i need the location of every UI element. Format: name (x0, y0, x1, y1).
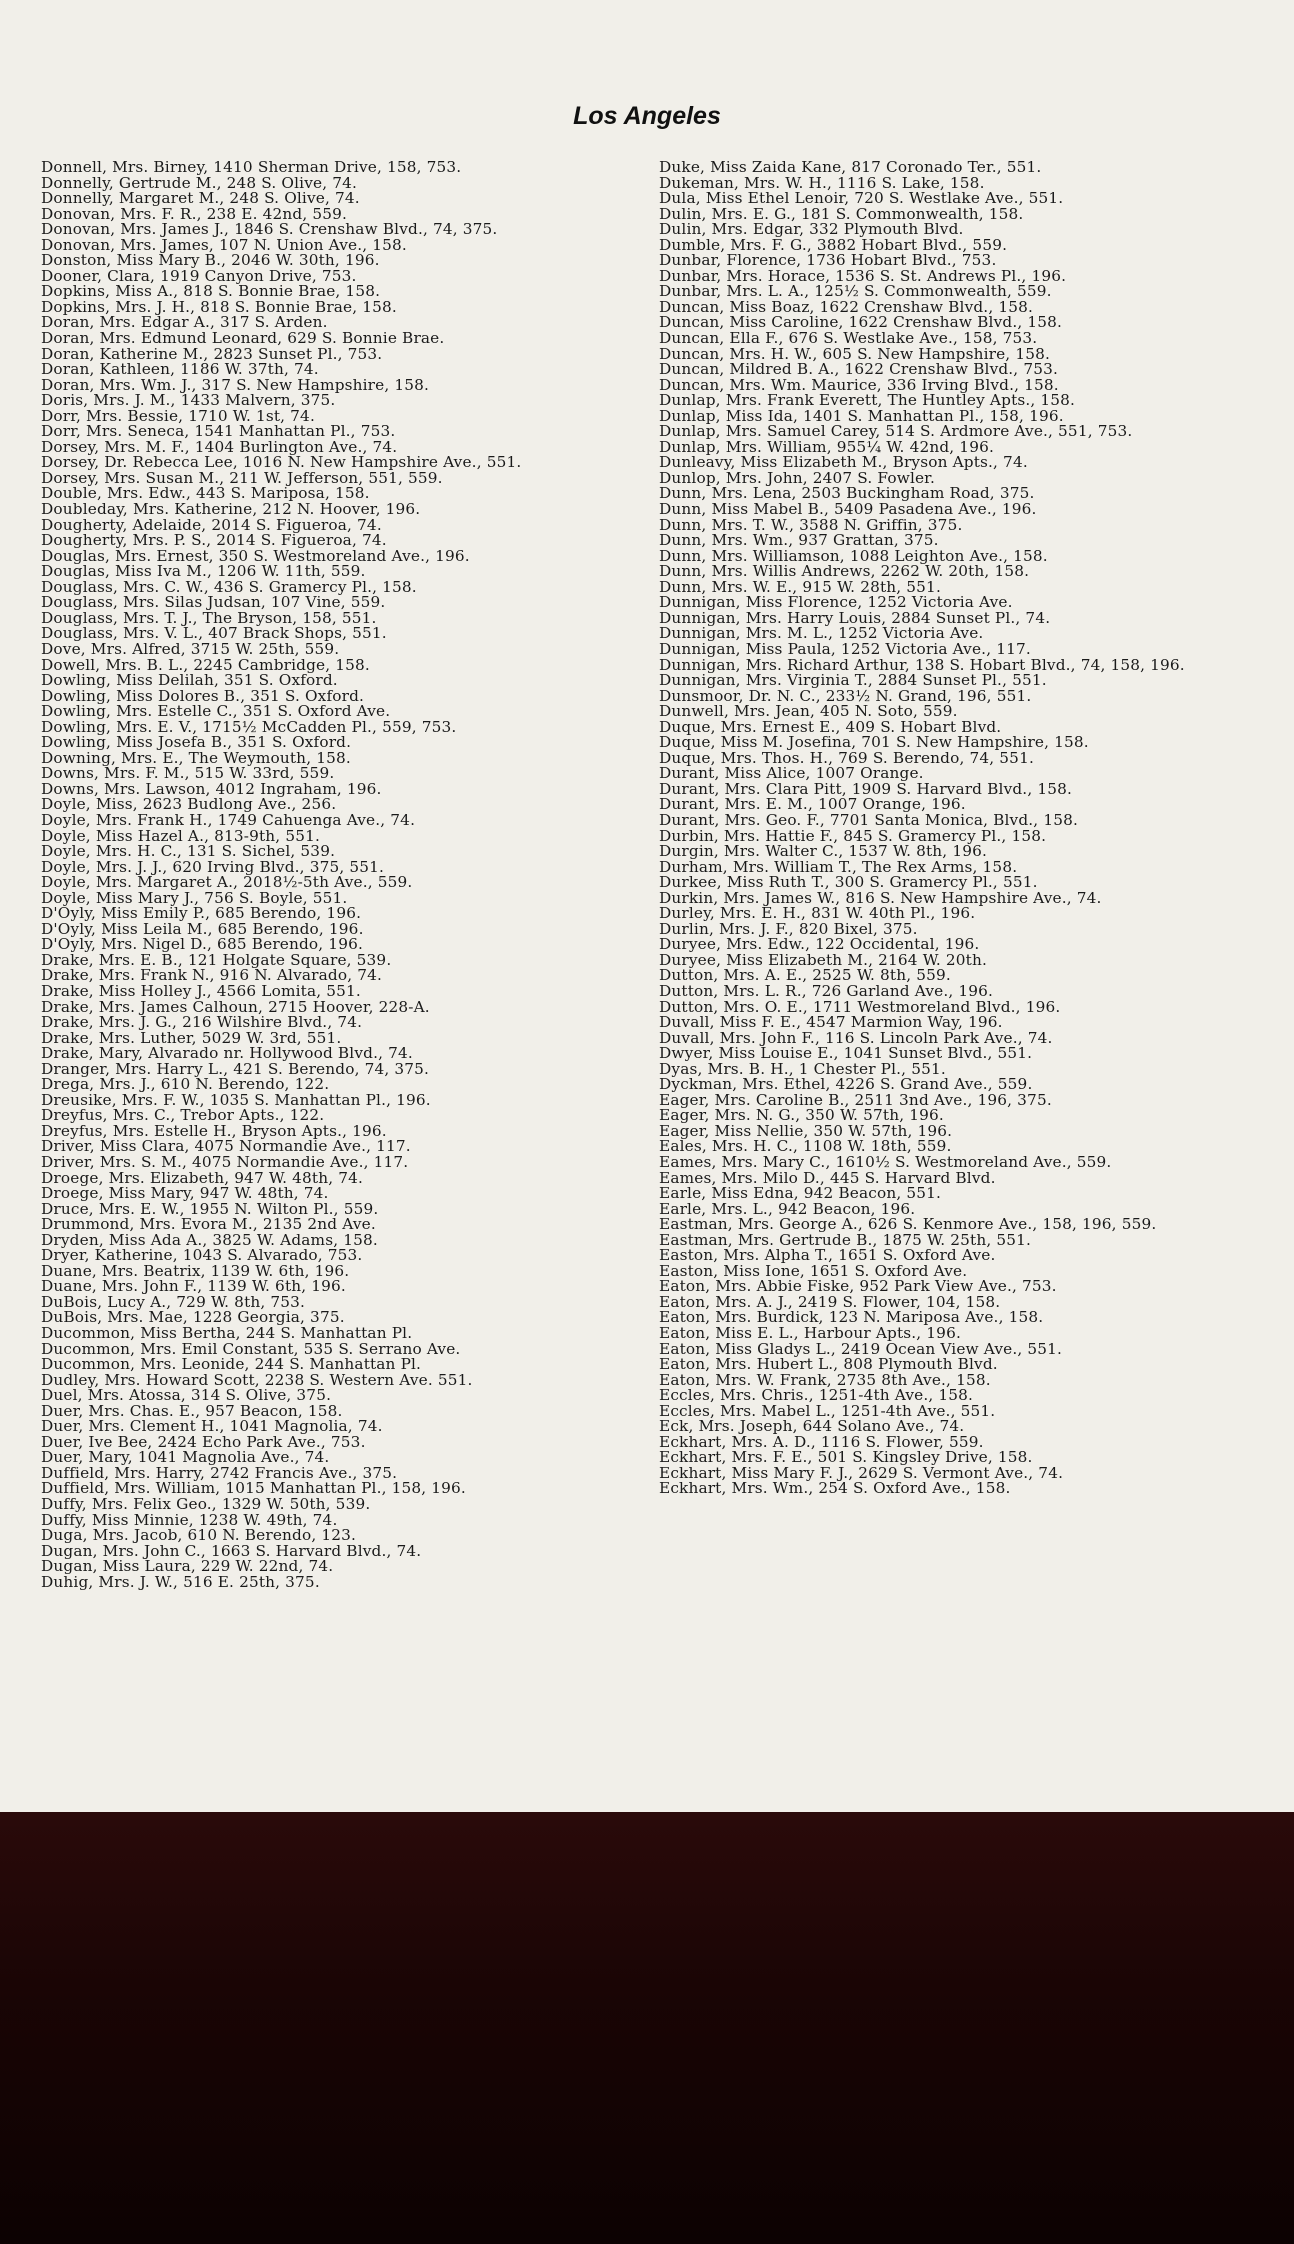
directory-entry: Dunnigan, Mrs. Harry Louis, 2884 Sunset Pl., 74. (659, 608, 1051, 627)
directory-entry: Dowling, Miss Josefa B., 351 S. Oxford. (41, 733, 352, 752)
directory-entry: Dreyfus, Mrs. C., Trebor Apts., 122. (41, 1106, 325, 1125)
directory-entry: Doyle, Mrs. Frank H., 1749 Cahuenga Ave., 74. (41, 810, 416, 829)
directory-entry: Drake, Miss Holley J., 4566 Lomita, 551. (41, 981, 361, 1000)
directory-entry: Duer, Mrs. Chas. E., 957 Beacon, 158. (41, 1401, 343, 1420)
directory-entry: Duvall, Mrs. John F., 116 S. Lincoln Park Ave., 74. (659, 1028, 1053, 1047)
directory-entry: D'Oyly, Miss Emily P., 685 Berendo, 196. (41, 904, 362, 923)
directory-entry: Duryee, Miss Elizabeth M., 2164 W. 20th. (659, 950, 987, 969)
directory-entry: Duane, Mrs. John F., 1139 W. 6th, 196. (41, 1277, 346, 1296)
directory-entry: Dopkins, Mrs. J. H., 818 S. Bonnie Brae, 158. (41, 297, 397, 316)
directory-entry: Dunsmoor, Dr. N. C., 233½ N. Grand, 196, 551. (659, 686, 1032, 705)
directory-entry: Drake, Mrs. E. B., 121 Holgate Square, 539. (41, 950, 392, 969)
directory-entry: DuBois, Lucy A., 729 W. 8th, 753. (41, 1292, 306, 1311)
directory-entry: Driver, Miss Clara, 4075 Normandie Ave., 117. (41, 1137, 411, 1156)
directory-entry: Dunn, Mrs. W. E., 915 W. 28th, 551. (659, 577, 941, 596)
directory-entry: Dutton, Mrs. O. E., 1711 Westmoreland Blvd., 196. (659, 997, 1061, 1016)
directory-entry: Eckhart, Miss Mary F. J., 2629 S. Vermont Ave., 74. (659, 1463, 1064, 1482)
directory-entry: Eames, Mrs. Milo D., 445 S. Harvard Blvd. (659, 1168, 996, 1187)
directory-entry: Eager, Mrs. N. G., 350 W. 57th, 196. (659, 1106, 944, 1125)
directory-entry: Donnelly, Gertrude M., 248 S. Olive, 74. (41, 173, 357, 192)
directory-entry: Duer, Mary, 1041 Magnolia Ave., 74. (41, 1448, 330, 1467)
directory-entry: Doyle, Miss Hazel A., 813-9th, 551. (41, 826, 320, 845)
directory-entry: Dunleavy, Miss Elizabeth M., Bryson Apts., 74. (659, 453, 1028, 472)
directory-entry: Ducommon, Mrs. Emil Constant, 535 S. Serrano Ave. (41, 1339, 461, 1358)
directory-entry: Dumble, Mrs. F. G., 3882 Hobart Blvd., 559. (659, 235, 1008, 254)
directory-entry: Earle, Mrs. L., 942 Beacon, 196. (659, 1199, 916, 1218)
directory-entry: Doubleday, Mrs. Katherine, 212 N. Hoover, 196. (41, 500, 421, 519)
directory-entry: Eager, Mrs. Caroline B., 2511 3nd Ave., 196, 375. (659, 1090, 1052, 1109)
directory-entry: Dwyer, Miss Louise E., 1041 Sunset Blvd., 551. (659, 1044, 1033, 1063)
directory-entry: Doran, Mrs. Edgar A., 317 S. Arden. (41, 313, 328, 332)
directory-entry: Dorr, Mrs. Seneca, 1541 Manhattan Pl., 753. (41, 422, 396, 441)
directory-entry: Eames, Mrs. Mary C., 1610½ S. Westmoreland Ave., 559. (659, 1153, 1112, 1171)
directory-entry: Dunn, Mrs. Williamson, 1088 Leighton Ave., 158. (659, 546, 1048, 565)
directory-entry: Ducommon, Miss Bertha, 244 S. Manhattan Pl. (41, 1324, 413, 1343)
directory-entry: Dreusike, Mrs. F. W., 1035 S. Manhattan Pl., 196. (41, 1090, 431, 1109)
directory-entry: Donovan, Mrs. James, 107 N. Union Ave., 158. (41, 235, 407, 254)
directory-entry: Dunn, Mrs. Lena, 2503 Buckingham Road, 375. (659, 484, 1035, 503)
directory-entry: Dove, Mrs. Alfred, 3715 W. 25th, 559. (41, 639, 340, 658)
directory-entry: Dopkins, Miss A., 818 S. Bonnie Brae, 158. (41, 282, 381, 301)
directory-entry: Duncan, Mrs. Wm. Maurice, 336 Irving Blvd., 158. (659, 375, 1059, 394)
directory-entry: Dulin, Mrs. E. G., 181 S. Commonwealth, 158. (659, 204, 1024, 223)
directory-entry: Dreyfus, Mrs. Estelle H., Bryson Apts., 196. (41, 1121, 387, 1140)
directory-entry: Durbin, Mrs. Hattie F., 845 S. Gramercy Pl., 158. (659, 826, 1047, 845)
directory-entry: Duque, Miss M. Josefina, 701 S. New Hampshire, 158. (659, 733, 1089, 752)
directory-entry: Dunn, Miss Mabel B., 5409 Pasadena Ave., 196. (659, 500, 1037, 519)
directory-entry: Donovan, Mrs. F. R., 238 E. 42nd, 559. (41, 204, 348, 223)
directory-entry: Dunbar, Mrs. Horace, 1536 S. St. Andrews Pl., 196. (659, 266, 1067, 285)
directory-entry: Duncan, Miss Caroline, 1622 Crenshaw Blvd., 158. (659, 313, 1063, 332)
directory-entry: Dunnigan, Mrs. Richard Arthur, 138 S. Hobart Blvd., 74, 158, 196. (659, 655, 1185, 674)
directory-entry: Eckhart, Mrs. A. D., 1116 S. Flower, 559. (659, 1432, 984, 1451)
directory-entry: Dorsey, Mrs. M. F., 1404 Burlington Ave., 74. (41, 437, 398, 456)
directory-entry: Dyckman, Mrs. Ethel, 4226 S. Grand Ave., 559. (659, 1075, 1033, 1094)
directory-entry: Eaton, Mrs. Hubert L., 808 Plymouth Blvd. (659, 1355, 998, 1374)
directory-entry: Drake, Mrs. Frank N., 916 N. Alvarado, 74. (41, 966, 382, 985)
directory-entry: Driver, Mrs. S. M., 4075 Normandie Ave., 117. (41, 1153, 409, 1171)
directory-entry: Doyle, Miss, 2623 Budlong Ave., 256. (41, 795, 337, 814)
scan-background (0, 1812, 1294, 2244)
directory-entry: Eaton, Mrs. A. J., 2419 S. Flower, 104, 158. (659, 1292, 1001, 1311)
directory-entry: Eastman, Mrs. George A., 626 S. Kenmore Ave., 158, 196, 559. (659, 1215, 1157, 1234)
directory-entry: Duque, Mrs. Ernest E., 409 S. Hobart Blvd. (659, 717, 1002, 736)
directory-entry: Dougherty, Adelaide, 2014 S. Figueroa, 74. (41, 515, 382, 534)
directory-entry: Downs, Mrs. Lawson, 4012 Ingraham, 196. (41, 779, 382, 798)
page-title: Los Angeles (573, 102, 721, 130)
directory-entry: Douglass, Mrs. T. J., The Bryson, 158, 551. (41, 608, 377, 627)
directory-entry: Douglas, Miss Iva M., 1206 W. 11th, 559. (41, 562, 366, 581)
directory-entry: Duffield, Mrs. William, 1015 Manhattan Pl., 158, 196. (41, 1479, 466, 1498)
directory-entry: Eaton, Miss Gladys L., 2419 Ocean View Ave., 551. (659, 1339, 1063, 1358)
directory-entry: Dooner, Clara, 1919 Canyon Drive, 753. (41, 266, 357, 285)
directory-entry: Dunlap, Miss Ida, 1401 S. Manhattan Pl., 158, 196. (659, 406, 1064, 425)
directory-entry: Eaton, Miss E. L., Harbour Apts., 196. (659, 1324, 961, 1343)
directory-entry: Dutton, Mrs. A. E., 2525 W. 8th, 559. (659, 966, 951, 985)
directory-entry: Drake, Mrs. James Calhoun, 2715 Hoover, 228-A. (41, 997, 430, 1016)
directory-entry: Doyle, Miss Mary J., 756 S. Boyle, 551. (41, 888, 348, 907)
directory-entry: Dutton, Mrs. L. R., 726 Garland Ave., 196. (659, 981, 994, 1000)
directory-entry: Donovan, Mrs. James J., 1846 S. Crenshaw Blvd., 74, 375. (41, 220, 498, 239)
directory-entry: Durley, Mrs. E. H., 831 W. 40th Pl., 196. (659, 904, 976, 923)
directory-entry: Durant, Mrs. E. M., 1007 Orange, 196. (659, 795, 966, 814)
directory-entry: Durgin, Mrs. Walter C., 1537 W. 8th, 196. (659, 842, 987, 861)
directory-entry: Eaton, Mrs. Burdick, 123 N. Mariposa Ave., 158. (659, 1308, 1044, 1327)
directory-entry: Dranger, Mrs. Harry L., 421 S. Berendo, 74, 375. (41, 1059, 430, 1078)
directory-entry: Duncan, Ella F., 676 S. Westlake Ave., 158, 753. (659, 329, 1038, 348)
directory-entry: Douglass, Mrs. V. L., 407 Brack Shops, 551. (41, 624, 387, 643)
directory-entry: Dunn, Mrs. Willis Andrews, 2262 W. 20th, 158. (659, 562, 1030, 581)
directory-entry: Duke, Miss Zaida Kane, 817 Coronado Ter., 551. (659, 158, 1042, 176)
directory-entry: Dowell, Mrs. B. L., 2245 Cambridge, 158. (41, 655, 370, 674)
directory-entry: Durham, Mrs. William T., The Rex Arms, 158. (659, 857, 1018, 876)
directory-entry: Eckhart, Mrs. F. E., 501 S. Kingsley Drive, 158. (659, 1448, 1033, 1467)
directory-entry: Duque, Mrs. Thos. H., 769 S. Berendo, 74, 551. (659, 748, 1034, 767)
directory-entry: Dunbar, Mrs. L. A., 125½ S. Commonwealth, 559. (659, 282, 1052, 301)
directory-entry: Eaton, Mrs. Abbie Fiske, 952 Park View Ave., 753. (659, 1277, 1057, 1296)
directory-entry: Dunnigan, Miss Paula, 1252 Victoria Ave., 117. (659, 639, 1031, 658)
directory-entry: Eaton, Mrs. W. Frank, 2735 8th Ave., 158. (659, 1370, 991, 1389)
directory-entry: Doran, Katherine M., 2823 Sunset Pl., 753. (41, 344, 383, 363)
directory-entry: Duryee, Mrs. Edw., 122 Occidental, 196. (659, 935, 980, 954)
directory-entry: Duffy, Miss Minnie, 1238 W. 49th, 74. (41, 1510, 338, 1529)
directory-entry: Doran, Mrs. Edmund Leonard, 629 S. Bonnie Brae. (41, 329, 445, 348)
directory-entry: Doyle, Mrs. J. J., 620 Irving Blvd., 375, 551. (41, 857, 385, 876)
directory-entry: Duncan, Mrs. H. W., 605 S. New Hampshire, 158. (659, 344, 1050, 363)
directory-entry: Duga, Mrs. Jacob, 610 N. Berendo, 123. (41, 1526, 357, 1545)
directory-entry: Donston, Miss Mary B., 2046 W. 30th, 196. (41, 251, 380, 270)
directory-entry: Eck, Mrs. Joseph, 644 Solano Ave., 74. (659, 1417, 965, 1436)
directory-entry: Drake, Mrs. J. G., 216 Wilshire Blvd., 74. (41, 1013, 363, 1032)
directory-entry: Dula, Miss Ethel Lenoir, 720 S. Westlake Ave., 551. (659, 189, 1064, 208)
directory-entry: Donnelly, Margaret M., 248 S. Olive, 74. (41, 189, 360, 208)
directory-entry: Doran, Kathleen, 1186 W. 37th, 74. (41, 360, 319, 379)
directory-entry: Duane, Mrs. Beatrix, 1139 W. 6th, 196. (41, 1261, 350, 1280)
directory-entry: Douglass, Mrs. C. W., 436 S. Gramercy Pl., 158. (41, 577, 417, 596)
directory-entry: Douglas, Mrs. Ernest, 350 S. Westmoreland Ave., 196. (41, 546, 470, 565)
directory-entry: Dunwell, Mrs. Jean, 405 N. Soto, 559. (659, 702, 958, 721)
directory-entry: Dougherty, Mrs. P. S., 2014 S. Figueroa, 74. (41, 531, 387, 550)
directory-entry: Duer, Ive Bee, 2424 Echo Park Ave., 753. (41, 1432, 366, 1451)
right-column (659, 160, 1257, 1497)
directory-entry: Duffield, Mrs. Harry, 2742 Francis Ave., 375. (41, 1463, 398, 1482)
directory-entry: Donnell, Mrs. Birney, 1410 Sherman Drive, 158, 753. (41, 158, 462, 176)
directory-entry: Dryden, Miss Ada A., 3825 W. Adams, 158. (41, 1230, 378, 1249)
directory-entry: Earle, Miss Edna, 942 Beacon, 551. (659, 1184, 942, 1203)
left-column (41, 160, 626, 1590)
directory-entry: Eccles, Mrs. Chris., 1251-4th Ave., 158. (659, 1386, 974, 1405)
directory-entry: Duel, Mrs. Atossa, 314 S. Olive, 375. (41, 1386, 332, 1405)
directory-entry: Dunnigan, Miss Florence, 1252 Victoria Ave. (659, 593, 1013, 612)
directory-entry: Dyas, Mrs. B. H., 1 Chester Pl., 551. (659, 1059, 946, 1078)
directory-entry: Durant, Mrs. Geo. F., 7701 Santa Monica, Blvd., 158. (659, 810, 1078, 829)
directory-entry: Duvall, Miss F. E., 4547 Marmion Way, 196. (659, 1013, 1003, 1032)
directory-entry: D'Oyly, Miss Leila M., 685 Berendo, 196. (41, 919, 364, 938)
directory-entry: Durkin, Mrs. James W., 816 S. New Hampshire Ave., 74. (659, 888, 1102, 907)
directory-entry: Eales, Mrs. H. C., 1108 W. 18th, 559. (659, 1137, 952, 1156)
directory-entry: Dunlop, Mrs. John, 2407 S. Fowler. (659, 468, 935, 487)
directory-entry: Dorr, Mrs. Bessie, 1710 W. 1st, 74. (41, 406, 315, 425)
directory-entry: Durant, Mrs. Clara Pitt, 1909 S. Harvard Blvd., 158. (659, 779, 1073, 798)
directory-entry: Duffy, Mrs. Felix Geo., 1329 W. 50th, 539. (41, 1495, 371, 1514)
directory-entry: Durant, Miss Alice, 1007 Orange. (659, 764, 924, 783)
directory-entry: Downing, Mrs. E., The Weymouth, 158. (41, 748, 351, 767)
directory-entry: Dunnigan, Mrs. Virginia T., 2884 Sunset Pl., 551. (659, 671, 1047, 690)
directory-entry: D'Oyly, Mrs. Nigel D., 685 Berendo, 196. (41, 935, 363, 954)
directory-entry: Douglass, Mrs. Silas Judsan, 107 Vine, 559. (41, 593, 386, 612)
directory-entry: Dunlap, Mrs. Samuel Carey, 514 S. Ardmore Ave., 551, 753. (659, 422, 1133, 441)
directory-entry: Easton, Miss Ione, 1651 S. Oxford Ave. (659, 1261, 968, 1280)
directory-entry: Eccles, Mrs. Mabel L., 1251-4th Ave., 551. (659, 1401, 996, 1420)
directory-entry: Dorsey, Mrs. Susan M., 211 W. Jefferson, 551, 559. (41, 468, 443, 487)
directory-entry: Drega, Mrs. J., 610 N. Berendo, 122. (41, 1075, 330, 1094)
directory-entry: Ducommon, Mrs. Leonide, 244 S. Manhattan Pl. (41, 1355, 422, 1374)
directory-entry: Droege, Mrs. Elizabeth, 947 W. 48th, 74. (41, 1168, 364, 1187)
directory-entry: Eastman, Mrs. Gertrude B., 1875 W. 25th, 551. (659, 1230, 1032, 1249)
directory-entry: Eckhart, Mrs. Wm., 254 S. Oxford Ave., 158. (659, 1479, 1011, 1498)
directory-entry: Double, Mrs. Edw., 443 S. Mariposa, 158. (41, 484, 370, 503)
directory-entry: Downs, Mrs. F. M., 515 W. 33rd, 559. (41, 764, 335, 783)
directory-entry: Dudley, Mrs. Howard Scott, 2238 S. Western Ave. 551. (41, 1370, 473, 1389)
directory-entry: Dunbar, Florence, 1736 Hobart Blvd., 753. (659, 251, 997, 270)
directory-entry: DuBois, Mrs. Mae, 1228 Georgia, 375. (41, 1308, 345, 1327)
directory-entry: Dulin, Mrs. Edgar, 332 Plymouth Blvd. (659, 220, 964, 239)
directory-entry: Droege, Miss Mary, 947 W. 48th, 74. (41, 1184, 329, 1203)
directory-entry: Duncan, Mildred B. A., 1622 Crenshaw Blvd., 753. (659, 360, 1058, 379)
directory-entry: Dorsey, Dr. Rebecca Lee, 1016 N. New Hampshire Ave., 551. (41, 453, 522, 472)
directory-entry: Dowling, Miss Delilah, 351 S. Oxford. (41, 671, 338, 690)
directory-entry: Drake, Mrs. Luther, 5029 W. 3rd, 551. (41, 1028, 342, 1047)
directory-entry: Dunlap, Mrs. William, 955¼ W. 42nd, 196. (659, 437, 994, 456)
directory-entry: Dowling, Miss Dolores B., 351 S. Oxford. (41, 686, 365, 705)
directory-entry: Dunlap, Mrs. Frank Everett, The Huntley Apts., 158. (659, 391, 1076, 410)
directory-entry: Dryer, Katherine, 1043 S. Alvarado, 753. (41, 1246, 363, 1265)
directory-entry: Doyle, Mrs. H. C., 131 S. Sichel, 539. (41, 842, 336, 861)
directory-entry: Durkee, Miss Ruth T., 300 S. Gramercy Pl., 551. (659, 873, 1038, 892)
directory-entry: Eager, Miss Nellie, 350 W. 57th, 196. (659, 1121, 953, 1140)
directory-entry: Dowling, Mrs. Estelle C., 351 S. Oxford Ave. (41, 702, 391, 721)
directory-entry: Druce, Mrs. E. W., 1955 N. Wilton Pl., 559. (41, 1199, 379, 1218)
directory-entry: Duhig, Mrs. J. W., 516 E. 25th, 375. (41, 1572, 320, 1591)
directory-entry: Dugan, Miss Laura, 229 W. 22nd, 74. (41, 1557, 334, 1576)
directory-entry: Doran, Mrs. Wm. J., 317 S. New Hampshire, 158. (41, 375, 430, 394)
directory-entry: Easton, Mrs. Alpha T., 1651 S. Oxford Ave. (659, 1246, 996, 1265)
directory-entry: Durlin, Mrs. J. F., 820 Bixel, 375. (659, 919, 918, 938)
directory-entry: Duer, Mrs. Clement H., 1041 Magnolia, 74. (41, 1417, 383, 1436)
directory-entry: Dunn, Mrs. T. W., 3588 N. Griffin, 375. (659, 515, 963, 534)
directory-entry: Doyle, Mrs. Margaret A., 2018½-5th Ave., 559. (41, 873, 413, 892)
directory-entry: Dowling, Mrs. E. V., 1715½ McCadden Pl., 559, 753. (41, 717, 457, 736)
directory-entry: Drake, Mary, Alvarado nr. Hollywood Blvd., 74. (41, 1044, 413, 1063)
directory-entry: Doris, Mrs. J. M., 1433 Malvern, 375. (41, 391, 336, 410)
directory-entry: Dukeman, Mrs. W. H., 1116 S. Lake, 158. (659, 173, 985, 192)
directory-entry: Dunnigan, Mrs. M. L., 1252 Victoria Ave. (659, 624, 984, 643)
directory-entry: Drummond, Mrs. Evora M., 2135 2nd Ave. (41, 1215, 376, 1234)
directory-entry: Duncan, Miss Boaz, 1622 Crenshaw Blvd., 158. (659, 297, 1034, 316)
directory-entry: Dugan, Mrs. John C., 1663 S. Harvard Blvd., 74. (41, 1541, 422, 1560)
directory-entry: Dunn, Mrs. Wm., 937 Grattan, 375. (659, 531, 939, 550)
